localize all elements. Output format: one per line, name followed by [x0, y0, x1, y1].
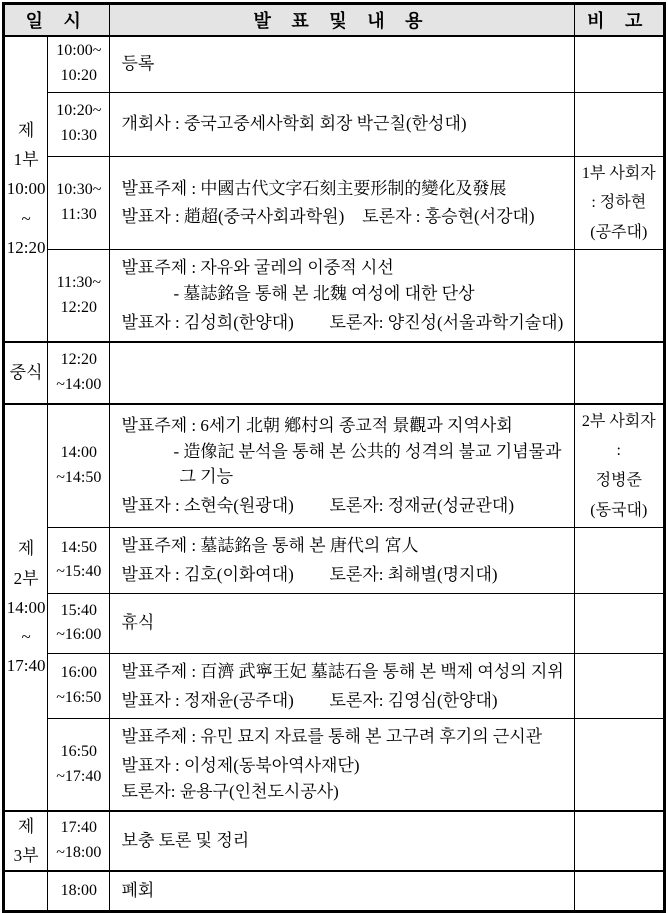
time-end: 10:30 — [60, 127, 98, 144]
time-start: 14:50 — [60, 538, 98, 556]
note-cell — [574, 871, 664, 911]
time-cell — [48, 653, 110, 719]
time-end: ~18:00 — [56, 844, 102, 862]
part2-line: 14:00 — [6, 597, 46, 617]
part1-cell — [4, 36, 48, 342]
table-row — [4, 36, 665, 92]
part2-line: 17:40 — [6, 656, 46, 676]
moderator-line: : — [616, 442, 621, 460]
time-end: 11:30 — [60, 205, 97, 223]
table-row — [4, 653, 665, 719]
presentation-topic-sub: - 造像記 분석을 통해 본 公共的 성격의 불교 기념물과 — [173, 441, 562, 461]
note-cell-moderator1 — [574, 156, 664, 250]
table-row — [4, 92, 665, 156]
note-cell — [574, 528, 664, 594]
note-cell — [574, 342, 664, 404]
content-cell — [110, 156, 574, 250]
time-end: ~15:40 — [56, 563, 102, 581]
content-cell — [110, 92, 574, 156]
presentation-topic: 발표주제 : 中國古代文字石刻主要形制的變化及發展 — [121, 178, 507, 198]
content-cell — [110, 528, 574, 594]
note-cell — [574, 811, 664, 871]
note-cell — [574, 593, 664, 653]
table-row — [4, 156, 665, 250]
part2-cell — [4, 404, 48, 811]
time-end: 10:20 — [60, 67, 98, 85]
presenter: 발표자 : 소현숙(원광대) — [121, 496, 294, 516]
moderator-line: 1부 사회자 — [581, 164, 656, 182]
event-label: 등록 — [121, 54, 155, 74]
presenter: 발표자 : 김호(이화여대) — [121, 564, 294, 584]
presentation-topic-sub: - 墓誌銘을 통해 본 北魏 여성에 대한 단상 — [173, 284, 475, 304]
table-row — [4, 250, 665, 342]
time-cell — [48, 719, 110, 811]
note-cell-moderator2 — [574, 404, 664, 528]
time-end: ~16:50 — [56, 689, 102, 707]
header-datetime: 일 시 — [4, 4, 110, 37]
lunch-cell — [4, 342, 48, 404]
lunch-label: 중식 — [9, 363, 43, 383]
time-cell — [48, 871, 110, 911]
discussant: 토론자: 윤용구(인천도시공사) — [121, 782, 339, 802]
content-cell — [110, 811, 574, 871]
time-end: 12:20 — [60, 298, 98, 316]
schedule-table — [2, 2, 666, 913]
discussant: 토론자 : 홍승현(서강대) — [362, 207, 535, 227]
time-start: 10:30~ — [56, 181, 102, 199]
presentation-topic: 발표주제 : 百濟 武寧王妃 墓誌石을 통해 본 백제 여성의 지위 — [121, 661, 564, 681]
content-cell-empty — [110, 342, 574, 404]
time-cell — [48, 92, 110, 156]
note-cell — [574, 653, 664, 719]
time-start: 16:00 — [60, 664, 98, 682]
part-cell-empty — [4, 871, 48, 911]
note-cell — [574, 719, 664, 811]
event-label: 휴식 — [121, 613, 155, 633]
time-end: ~14:50 — [56, 468, 102, 486]
presenter: 발표자 : 김성희(한양대) — [121, 312, 294, 332]
presentation-topic: 발표주제 : 6세기 北朝 鄕村의 종교적 景觀과 지역사회 — [121, 415, 513, 435]
time-start: 12:20 — [60, 350, 98, 368]
time-cell — [48, 156, 110, 250]
time-start: 17:40 — [60, 819, 98, 837]
time-start: 10:20~ — [56, 102, 102, 120]
event-label: 개회사 : 중국고중세사학회 회장 박근칠(한성대) — [121, 114, 467, 134]
presentation-topic: 발표주제 : 墓誌銘을 통해 본 唐代의 宮人 — [121, 536, 419, 556]
time-start: 11:30~ — [56, 273, 102, 291]
time-cell — [48, 593, 110, 653]
time-start: 10:00~ — [56, 42, 102, 60]
moderator-line: 2부 사회자 — [581, 412, 656, 430]
table-row-break — [4, 593, 665, 653]
presentation-topic-sub2: 그 기능 — [179, 467, 233, 487]
discussant: 토론자: 김영심(한양대) — [329, 690, 498, 710]
part1-line: 제 — [17, 120, 35, 140]
time-cell — [48, 342, 110, 404]
discussant: 토론자: 최해별(명지대) — [329, 564, 498, 584]
content-cell — [110, 871, 574, 911]
part3-cell — [4, 811, 48, 871]
content-cell — [110, 250, 574, 342]
table-row-lunch — [4, 342, 665, 404]
discussant: 토론자: 양진성(서울과학기술대) — [329, 312, 564, 332]
time-end: ~17:40 — [56, 767, 102, 785]
content-cell — [110, 404, 574, 528]
part2-line: ~ — [21, 626, 31, 646]
table-row — [4, 719, 665, 811]
part1-line: 10:00 — [6, 179, 46, 199]
table-row — [4, 404, 665, 528]
time-start: 15:40 — [60, 601, 98, 619]
presenter: 발표자 : 정재윤(공주대) — [121, 690, 294, 710]
header-note: 비 고 — [574, 4, 664, 37]
time-cell — [48, 250, 110, 342]
time-end: ~16:00 — [56, 626, 102, 644]
discussant: 토론자: 정재균(성균관대) — [329, 496, 514, 516]
part1-line: 1부 — [13, 150, 39, 170]
presentation-topic: 발표주제 : 자유와 굴레의 이중적 시선 — [121, 258, 394, 278]
time-start: 16:50 — [60, 742, 98, 760]
content-cell — [110, 593, 574, 653]
event-label: 폐회 — [121, 881, 155, 901]
moderator-line: (동국대) — [590, 501, 648, 519]
part2-line: 제 — [17, 539, 35, 559]
note-cell — [574, 92, 664, 156]
event-label: 보충 토론 및 정리 — [121, 831, 250, 851]
content-cell — [110, 719, 574, 811]
part3-line: 제 — [17, 816, 35, 836]
part3-line: 3부 — [13, 846, 39, 866]
time-start: 14:00 — [60, 444, 98, 462]
time-cell — [48, 36, 110, 92]
content-cell — [110, 653, 574, 719]
note-cell — [574, 250, 664, 342]
presentation-topic: 발표주제 : 유민 묘지 자료를 통해 본 고구려 후기의 근시관 — [121, 727, 543, 747]
header-content: 발 표 및 내 용 — [110, 4, 574, 37]
time-start: 18:00 — [60, 881, 98, 899]
time-end: ~14:00 — [56, 375, 102, 393]
time-cell — [48, 404, 110, 528]
note-cell — [574, 36, 664, 92]
moderator-line: 정병준 — [595, 471, 642, 489]
moderator-line: (공주대) — [590, 223, 648, 241]
part2-line: 2부 — [13, 568, 39, 588]
time-cell — [48, 528, 110, 594]
table-header-row — [4, 4, 665, 37]
moderator-line: : 정하현 — [591, 194, 647, 212]
presenter: 발표자 : 이성제(동북아역사재단) — [121, 756, 360, 776]
presenter: 발표자 : 趙超(중국사회과학원) — [121, 207, 345, 227]
part1-line: 12:20 — [6, 237, 46, 257]
time-cell — [48, 811, 110, 871]
part1-line: ~ — [21, 208, 31, 228]
table-row — [4, 528, 665, 594]
content-cell — [110, 36, 574, 92]
table-row-closing — [4, 871, 665, 911]
table-row — [4, 811, 665, 871]
